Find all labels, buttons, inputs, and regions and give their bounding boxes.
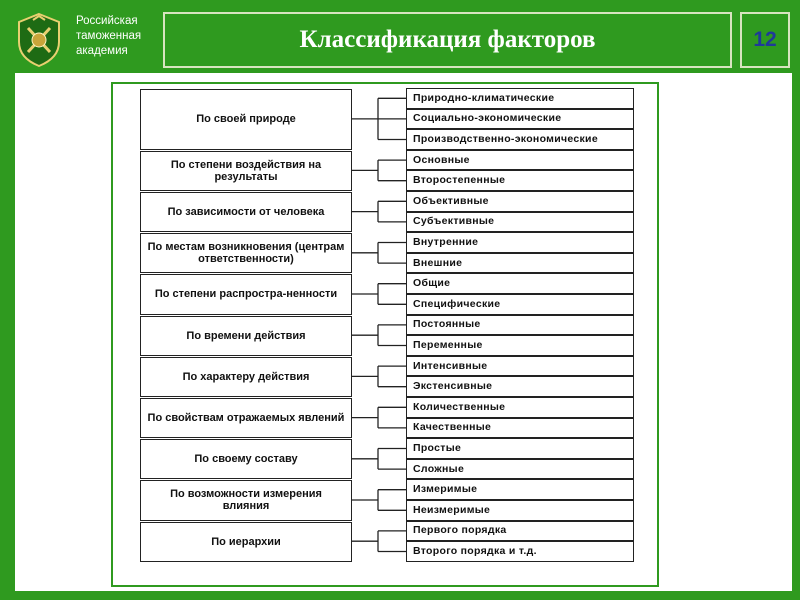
academy-name-line: академия xyxy=(76,45,128,57)
criterion-box: По возможности измерения влияния xyxy=(140,480,352,520)
criterion-box: По своему составу xyxy=(140,439,352,479)
factor-type-box: Интенсивные xyxy=(406,356,634,377)
criterion-box: По своей природе xyxy=(140,89,352,150)
factor-type-box: Основные xyxy=(406,150,634,171)
factor-type-box: Специфические xyxy=(406,294,634,315)
criterion-box: По местам возникновения (центрам ответственности) xyxy=(140,233,352,273)
criterion-box: По свойствам отражаемых явлений xyxy=(140,398,352,438)
factor-type-box: Второстепенные xyxy=(406,170,634,191)
factor-type-box: Природно-климатические xyxy=(406,88,634,109)
factor-type-box: Внутренние xyxy=(406,232,634,253)
factor-type-box: Простые xyxy=(406,438,634,459)
criterion-box: По степени распростра-ненности xyxy=(140,274,352,314)
criterion-box: По степени воздействия на результаты xyxy=(140,151,352,191)
factor-type-box: Второго порядка и т.д. xyxy=(406,541,634,562)
factor-type-box: Первого порядка xyxy=(406,521,634,542)
academy-name-line: таможенная xyxy=(76,30,142,42)
criterion-box: По иерархии xyxy=(140,522,352,562)
factor-type-box: Сложные xyxy=(406,459,634,480)
criterion-box: По зависимости от человека xyxy=(140,192,352,232)
factor-type-box: Социально-экономические xyxy=(406,109,634,130)
criterion-box: По характеру действия xyxy=(140,357,352,397)
slide-title: Классификация факторов xyxy=(299,26,596,53)
factor-type-box: Внешние xyxy=(406,253,634,274)
factor-type-box: Экстенсивные xyxy=(406,376,634,397)
factor-type-box: Объективные xyxy=(406,191,634,212)
factor-type-box: Количественные xyxy=(406,397,634,418)
factor-type-box: Переменные xyxy=(406,335,634,356)
factor-type-box: Измеримые xyxy=(406,479,634,500)
slide-number: 12 xyxy=(740,12,790,68)
criterion-box: По времени действия xyxy=(140,316,352,356)
academy-name-line: Российская xyxy=(76,15,138,27)
factor-type-box: Производственно-экономические xyxy=(406,129,634,150)
factor-type-box: Постоянные xyxy=(406,315,634,336)
factor-type-box: Неизмеримые xyxy=(406,500,634,521)
factor-type-box: Общие xyxy=(406,273,634,294)
factor-type-box: Качественные xyxy=(406,418,634,439)
factor-type-box: Субъективные xyxy=(406,212,634,233)
